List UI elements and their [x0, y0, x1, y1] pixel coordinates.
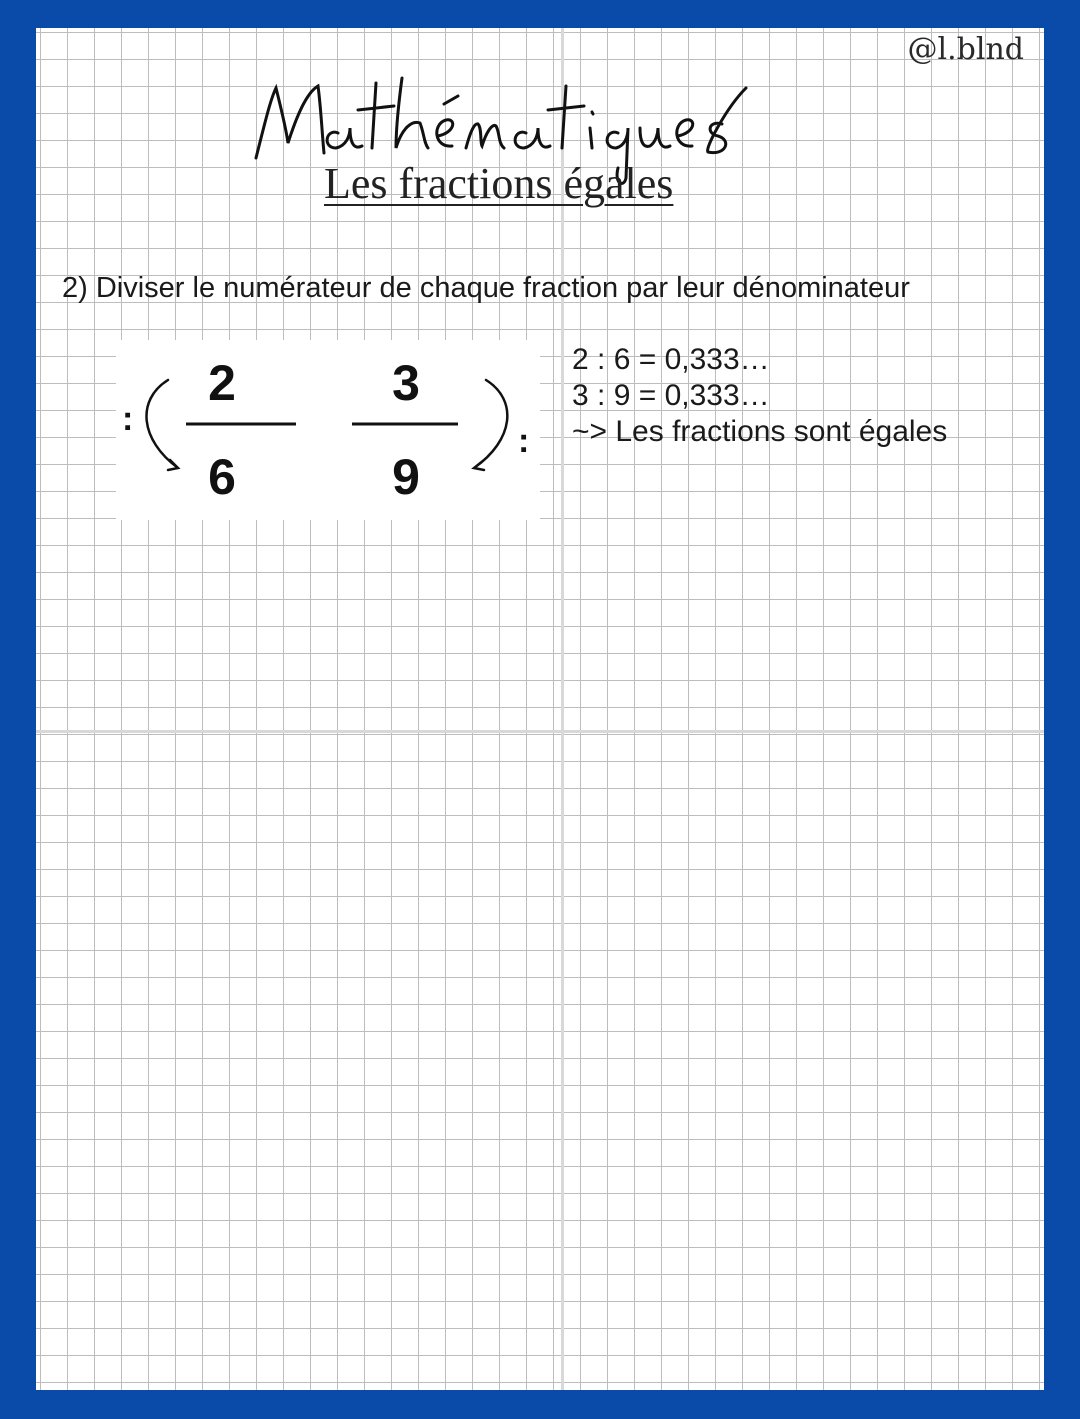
- fraction-diagram: [116, 340, 540, 520]
- results-block: [572, 342, 947, 450]
- result-line-1: 2 : 6 = 0,333…: [572, 343, 770, 376]
- first-numerator: 2: [208, 355, 236, 411]
- divide-sign-left: :: [122, 400, 134, 438]
- divide-sign-right: :: [518, 422, 530, 460]
- page-subtitle: Les fractions égales: [324, 159, 674, 208]
- result-line-2: 3 : 9 = 0,333…: [572, 379, 770, 412]
- fraction-diagram-svg: [116, 340, 540, 520]
- graph-paper: [36, 28, 1044, 1390]
- conclusion-line: ~> Les fractions sont égales: [572, 415, 948, 448]
- author-handle: @l.blnd: [907, 32, 1024, 67]
- first-denominator: 6: [208, 449, 236, 505]
- grid-seam-vertical: [561, 28, 564, 1390]
- arrow-left-icon: [146, 380, 178, 470]
- instruction-text: 2) Diviser le numérateur de chaque fraction par leur dénominateur: [62, 272, 910, 304]
- second-numerator: 3: [392, 355, 420, 411]
- grid-seam-horizontal: [36, 730, 1044, 733]
- second-denominator: 9: [392, 449, 420, 505]
- arrow-right-icon: [474, 380, 507, 470]
